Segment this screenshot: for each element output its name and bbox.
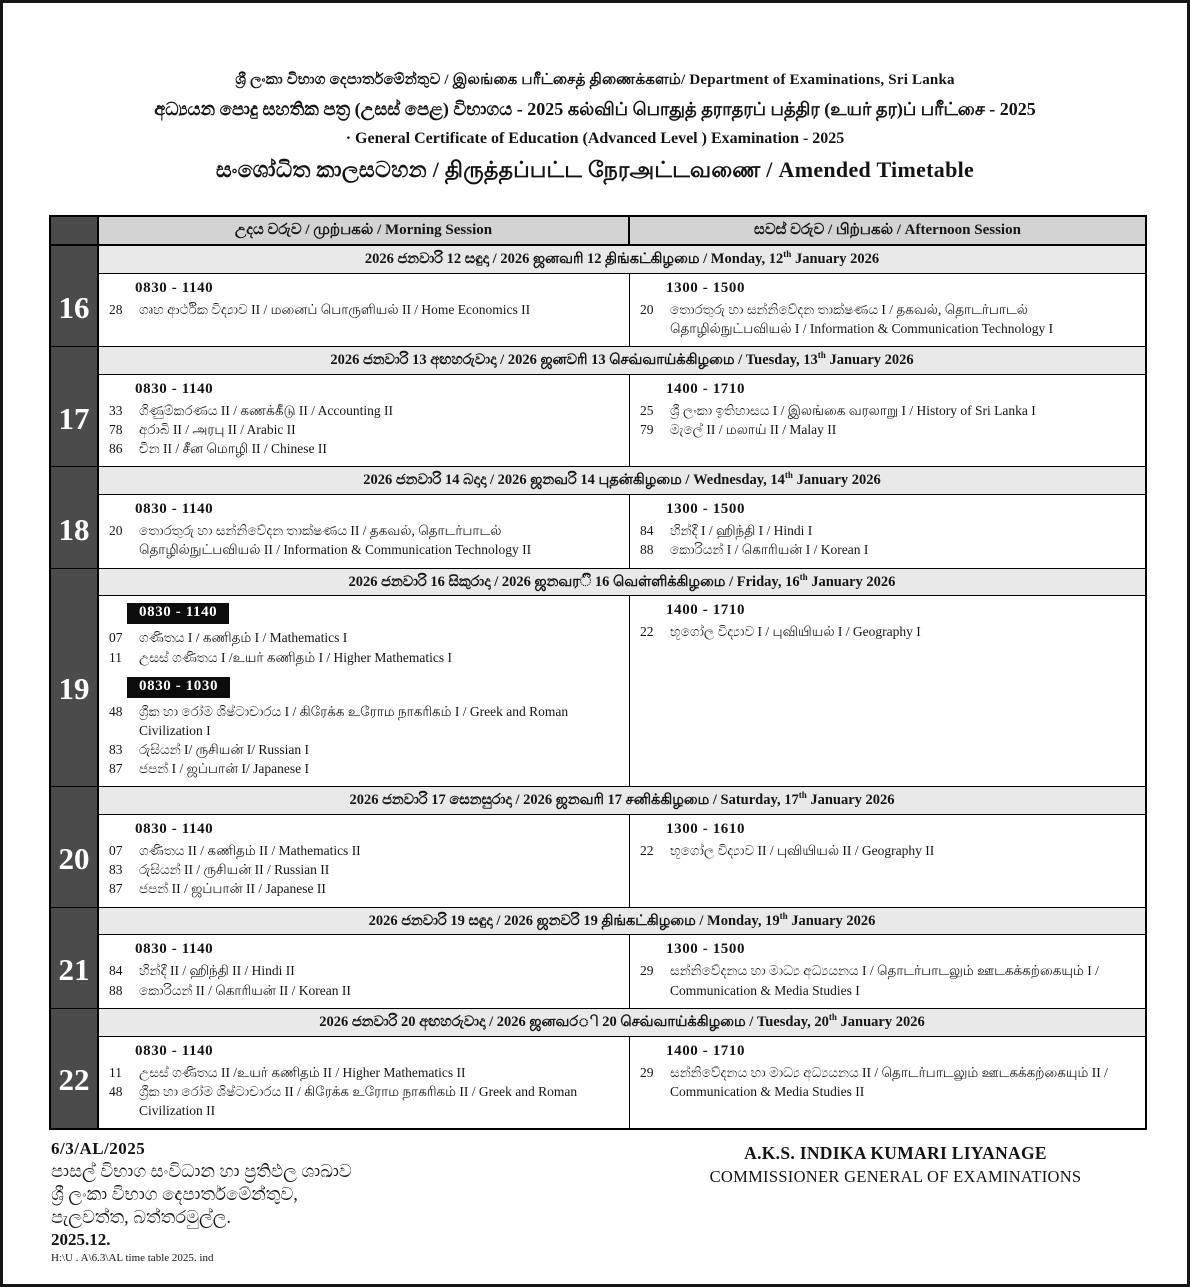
date-year: January 2026 <box>792 472 881 489</box>
day-group-19 <box>51 569 1145 788</box>
subject-row <box>107 860 621 879</box>
exam-title-english: · General Certificate of Education (Advanced Level ) Examination - 2025 <box>345 130 845 147</box>
time-label: 0830 - 1140 <box>135 279 214 296</box>
date-text: 2026 ජනවාරි 19 සඳුදා / 2026 ஜනවරි 19 திங்கட்கிழமை / Monday, 19 <box>368 912 780 929</box>
time-label: 1400 - 1710 <box>666 602 746 619</box>
subject-row <box>638 961 1137 999</box>
subject-name: භූගෝල විද්‍යාව I / புவியியல் I / Geography I <box>670 624 921 640</box>
date-band <box>99 908 1145 936</box>
subject-row <box>107 420 621 439</box>
date-ordinal: th <box>779 910 788 921</box>
subject-name: හින්දී II / ஹிந்தி II / Hindi II <box>139 963 295 979</box>
subject-code: 22 <box>640 624 654 640</box>
date-band <box>99 467 1145 495</box>
subject-row <box>107 981 621 1000</box>
subject-row <box>638 540 1137 559</box>
subject-name: තොරතුරු හා සන්නිවේදන තාක්ෂණය II / தகவல், தொடர்பாடல் தொழில்நுட்பவியல் II / Information & Communication Technology II <box>139 523 532 558</box>
subject-name: රුසියන් II / ருசியன் II / Russian II <box>139 862 330 878</box>
date-text: 2026 ජනවාරි 17 සෙනසුරාදා / 2026 ஜනவரி 17 சனிக்கிழமை / Saturday, 17 <box>349 792 799 809</box>
morning-session-header: උදය වරුව / முற்பகல் / Morning Session <box>99 217 630 244</box>
time-label: 0830 - 1140 <box>135 380 214 397</box>
time-label-highlighted: 0830 - 1030 <box>127 677 230 698</box>
subject-row <box>638 841 1137 860</box>
subject-code: 11 <box>109 1064 122 1080</box>
signatory-block <box>628 1143 1163 1187</box>
subject-row <box>107 439 621 458</box>
amended-timetable-title: සංශෝධිත කාලසටහන / திருத்தப்பட்ட நேரஅட்டவணை / Amended Timetable <box>215 157 975 182</box>
subject-row <box>638 521 1137 540</box>
branch-name: පාසල් විභාග සංවිධාන හා ප්‍රතිඵල ශාඛාව <box>51 1161 352 1181</box>
date-year: January 2026 <box>807 573 896 590</box>
corner-cell <box>51 217 99 244</box>
time-label: 1300 - 1610 <box>666 821 746 838</box>
day-number: 20 <box>51 787 99 906</box>
footer-issuer-block <box>51 1139 352 1264</box>
subject-row <box>638 300 1137 338</box>
subject-row <box>107 628 621 647</box>
subject-name: සන්නිවේදනය හා මාධ්‍ය අධ්‍යයනය I / தொடர்பாடலும் ஊடகக்கற்கையும் I / Communication & Media Studies I <box>670 963 1099 998</box>
subject-name: ගණිතය II / கணிதம் II / Mathematics II <box>139 843 361 859</box>
subject-code: 11 <box>109 649 122 665</box>
subject-row <box>638 420 1137 439</box>
subject-code: 88 <box>109 982 123 998</box>
afternoon-session-header: සවස් වරුව / பிற்பகல் / Afternoon Session <box>630 217 1145 244</box>
subject-code: 07 <box>109 630 123 646</box>
subject-code: 87 <box>109 761 123 777</box>
time-label: 1400 - 1710 <box>666 380 746 397</box>
time-label: 0830 - 1140 <box>135 501 214 518</box>
day-group-18 <box>51 467 1145 568</box>
subject-code: 22 <box>640 843 654 859</box>
exam-title-sinhala-tamil: අධ්‍යයන පොදු සහතික පත්‍ර (උසස් පෙළ) විභාගය - 2025 கல்விப் பொதுத் தராதரப் பத்திர (உயர் தர)ப் பரீட்சை - 2025 <box>154 99 1036 119</box>
subject-row <box>107 740 621 759</box>
subject-row <box>638 622 1137 641</box>
date-band <box>99 569 1145 597</box>
subject-row <box>107 648 621 667</box>
time-label: 1300 - 1500 <box>666 279 746 296</box>
time-label: 1400 - 1710 <box>666 1042 746 1059</box>
subject-name: රුසියන් I/ ருசியன் I/ Russian I <box>139 742 310 758</box>
subject-row <box>107 1063 621 1082</box>
afternoon-cell <box>630 596 1145 786</box>
date-band <box>99 1009 1145 1037</box>
time-label: 0830 - 1140 <box>135 821 214 838</box>
date-year: January 2026 <box>806 792 895 809</box>
subject-name: කොරියන් I / கொரியன் I / Korean I <box>670 542 869 558</box>
morning-cell <box>99 815 630 906</box>
subject-name: අරාබි II / அரபு II / Arabic II <box>139 422 296 438</box>
subject-row <box>107 961 621 980</box>
morning-cell <box>99 935 630 1007</box>
day-number: 22 <box>51 1009 99 1128</box>
subject-row <box>107 1082 621 1120</box>
date-band <box>99 347 1145 375</box>
subject-row <box>638 1063 1137 1101</box>
subject-code: 33 <box>109 402 123 418</box>
date-ordinal: th <box>798 790 807 801</box>
subject-name: භූගෝල විද්‍යාව II / புவியியல் II / Geography II <box>670 843 935 859</box>
address-line: පැලවත්ත, බත්තරමුල්ල. <box>51 1207 231 1227</box>
afternoon-cell <box>630 274 1145 346</box>
day-group-16 <box>51 246 1145 347</box>
time-label: 1300 - 1500 <box>666 501 746 518</box>
day-group-21 <box>51 908 1145 1009</box>
date-text: 2026 ජනවාරි 16 සිකුරාදා / 2026 ஜනவரි 16 வெள்ளிக்கிழமை / Friday, 16 <box>348 573 800 590</box>
date-year: January 2026 <box>825 351 914 368</box>
department-name: ශ්‍රී ලංකා විභාග දෙපාර්තමේන්තුව, <box>51 1184 298 1204</box>
subject-code: 84 <box>640 523 654 539</box>
subject-row <box>107 879 621 898</box>
subject-code: 29 <box>640 963 654 979</box>
signatory-name: A.K.S. INDIKA KUMARI LIYANAGE <box>744 1143 1047 1163</box>
subject-name: චීන II / சீன மொழி II / Chinese II <box>139 441 327 457</box>
subject-name: තොරතුරු හා සන්නිවේදන තාක්ෂණය I / தகவல், தொடர்பாடல் தொழில்நுட்பவியல் I / Information & Communication Technology I <box>670 301 1054 336</box>
subject-name: මැලේ II / மலாய் II / Malay II <box>670 422 837 438</box>
subject-name: ශ්‍රී ලංකා ඉතිහාසය I / இலங்கை வரலாறு I / History of Sri Lanka I <box>670 402 1036 418</box>
subject-code: 29 <box>640 1064 654 1080</box>
day-group-22 <box>51 1009 1145 1128</box>
subject-code: 83 <box>109 862 123 878</box>
subject-name: ජපන් II / ஜப்பான் II / Japanese II <box>139 881 326 897</box>
day-group-20 <box>51 787 1145 907</box>
subject-row <box>107 702 621 740</box>
date-ordinal: th <box>783 249 792 259</box>
morning-cell <box>99 596 630 786</box>
file-path: H:\U . A\6.3\AL time table 2025. ind <box>51 1252 214 1264</box>
subject-code: 87 <box>109 881 123 897</box>
time-label: 0830 - 1140 <box>135 941 214 958</box>
date-year: January 2026 <box>787 912 876 929</box>
subject-row <box>107 759 621 778</box>
subject-name: ජපන් I / ஜப்பான் I/ Japanese I <box>139 761 309 777</box>
subject-code: 84 <box>109 963 123 979</box>
date-text: 2026 ජනවාරි 13 අඟහරුවාදා / 2026 ஜனවரி 13 செவ்வாய்க்கிழமை / Tuesday, 13 <box>330 351 818 368</box>
date-band <box>99 787 1145 815</box>
morning-cell <box>99 1037 630 1128</box>
date-year: January 2026 <box>836 1013 925 1030</box>
subject-code: 20 <box>640 301 654 317</box>
time-label-highlighted: 0830 - 1140 <box>127 603 229 624</box>
morning-cell <box>99 495 630 567</box>
subject-row <box>107 300 621 319</box>
date-ordinal: th <box>817 350 826 361</box>
subject-name: ග්‍රීක හා රෝම ශිෂ්ටාචාරය I / கிரேக்க உரோம நாகரிகம் I / Greek and Roman Civilization I <box>139 703 569 738</box>
document-header <box>3 71 1187 186</box>
morning-cell <box>99 274 630 346</box>
reference-number: 6/3/AL/2025 <box>51 1139 146 1158</box>
subject-code: 78 <box>109 422 123 438</box>
session-header-row <box>51 217 1145 246</box>
date-text: 2026 ජනවාරි 12 සඳුදා / 2026 ஜனவரி 12 திங்கட்கிழமை / Monday, 12 <box>364 250 784 267</box>
subject-code: 07 <box>109 843 123 859</box>
date-ordinal: th <box>784 470 793 481</box>
subject-name: ගණිතය I / கணிதம் I / Mathematics I <box>139 630 348 646</box>
timetable <box>49 215 1147 1130</box>
afternoon-cell <box>630 1037 1145 1128</box>
subject-name: උසස් ගණිතය II /உயர் கணிதம் II / Higher Mathematics II <box>139 1064 466 1080</box>
afternoon-cell <box>630 815 1145 906</box>
morning-cell <box>99 375 630 466</box>
subject-code: 20 <box>109 523 123 539</box>
afternoon-cell <box>630 375 1145 466</box>
afternoon-cell <box>630 495 1145 567</box>
date-ordinal: th <box>799 571 808 582</box>
day-number: 17 <box>51 347 99 466</box>
date-text: 2026 ජනවාරි 14 බදාදා / 2026 ஜනவරි 14 புதன்கிழமை / Wednesday, 14 <box>363 472 785 489</box>
subject-code: 88 <box>640 542 654 558</box>
department-title: ශ්‍රී ලංකා විභාග දෙපාර්තමේන්තුව / இலங்கை பரீட்சைத் திணைக்களம்/ Department of Examinations, Sri Lanka <box>235 72 955 88</box>
time-label: 0830 - 1140 <box>135 1042 214 1059</box>
subject-code: 86 <box>109 441 123 457</box>
subject-row <box>107 521 621 559</box>
subject-row <box>107 401 621 420</box>
subject-code: 48 <box>109 1083 123 1099</box>
subject-row <box>107 841 621 860</box>
date-text: 2026 ජනවාරි 20 අඟහරුවාදා / 2026 ஜனவරி 20 செவ்வாய்க்கிழமை / Tuesday, 20 <box>319 1013 829 1030</box>
date-ordinal: th <box>828 1011 837 1022</box>
day-number: 16 <box>51 246 99 346</box>
subject-code: 83 <box>109 742 123 758</box>
afternoon-cell <box>630 935 1145 1007</box>
subject-name: කොරියන් II / கொரியன் II / Korean II <box>139 982 351 998</box>
subject-name: ගිණුම්කරණය II / கணக்கீடு II / Accounting II <box>139 402 393 418</box>
time-label: 1300 - 1500 <box>666 941 746 958</box>
signatory-title: COMMISSIONER GENERAL OF EXAMINATIONS <box>709 1167 1082 1186</box>
subject-name: ග්‍රීක හා රෝම ශිෂ්ටාචාරය II / கிரேக்க உரோம நாகரிகம் II / Greek and Roman Civilization II <box>139 1083 578 1118</box>
day-number: 18 <box>51 467 99 567</box>
date-band <box>99 246 1145 274</box>
subject-name: සන්නිවේදනය හා මාධ්‍ය අධ්‍යයනය II / தொடர்பாடலும் ஊடகக்கற்கையும் II / Communication & Media Studies II <box>670 1064 1108 1099</box>
subject-name: හින්දී I / ஹிந்தி I / Hindi I <box>670 523 813 539</box>
subject-name: උසස් ගණිතය I /உயர் கணிதம் I / Higher Mathematics I <box>139 649 453 665</box>
day-number: 19 <box>51 569 99 787</box>
subject-name: ගෘහ ආර්ථික විද්‍යාව II / மனைப் பொருளியல் II / Home Economics II <box>139 301 531 317</box>
day-number: 21 <box>51 908 99 1008</box>
subject-row <box>638 401 1137 420</box>
subject-code: 79 <box>640 422 654 438</box>
subject-code: 28 <box>109 301 123 317</box>
day-group-17 <box>51 347 1145 467</box>
subject-code: 48 <box>109 703 123 719</box>
issue-date: 2025.12. <box>51 1230 111 1249</box>
subject-code: 25 <box>640 402 654 418</box>
date-year: January 2026 <box>791 250 880 267</box>
